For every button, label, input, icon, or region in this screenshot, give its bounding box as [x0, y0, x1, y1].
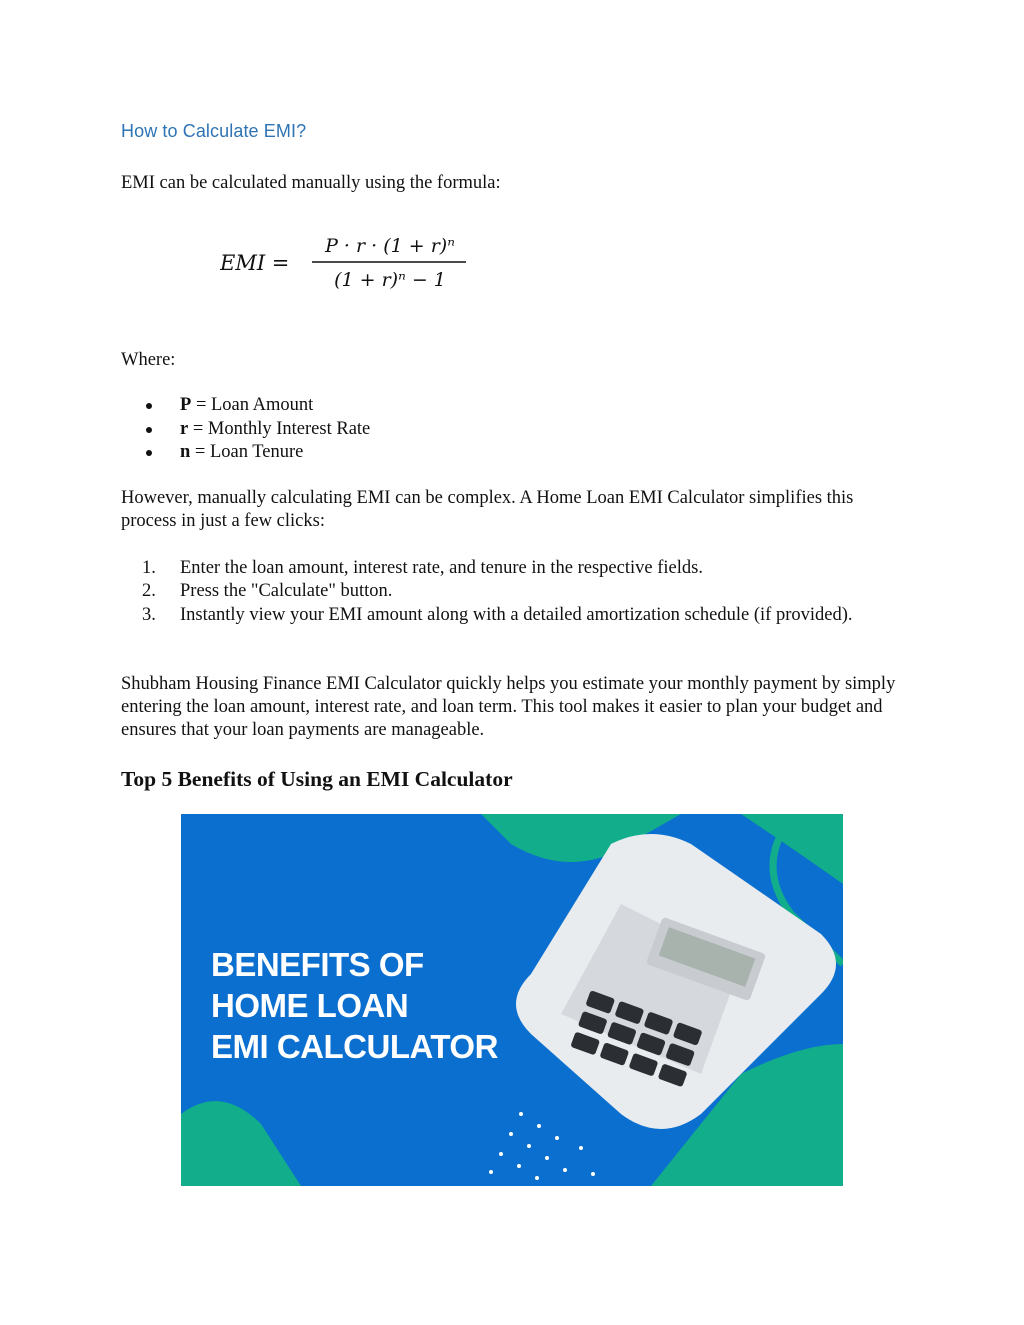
emi-formula: [220, 232, 470, 294]
complexity-paragraph: However, manually calculating EMI can be complex. A Home Loan EMI Calculator simplifies this process in just a few clicks:: [121, 488, 854, 531]
step-number: 1.: [142, 558, 156, 578]
variable-symbol: r: [180, 418, 189, 439]
list-item: [142, 580, 862, 603]
variable-symbol: n: [180, 442, 191, 462]
benefits-title: Top 5 Benefits of Using an EMI Calculator: [121, 767, 513, 791]
section-heading: How to Calculate EMI?: [121, 121, 307, 141]
list-item: [142, 604, 862, 627]
banner-line-3: EMI CALCULATOR: [211, 1028, 498, 1065]
bullet-icon: [146, 427, 152, 433]
variable-desc: = Loan Amount: [191, 395, 314, 415]
formula-numerator: P · r · (1 + r)ⁿ: [325, 235, 455, 257]
step-text: Instantly view your EMI amount along with a detailed amortization schedule (if provided).: [180, 604, 853, 625]
step-number: 2.: [142, 581, 156, 602]
list-item: [142, 418, 370, 442]
list-item: [142, 557, 862, 580]
bullet-icon: [146, 403, 152, 409]
shubham-paragraph: Shubham Housing Finance EMI Calculator quickly helps you estimate your monthly payment by simply entering the loan amount, interest rate, and loan term. This tool makes it easier to plan your budget and ensures that your loan payments are manageable.: [121, 674, 896, 740]
benefits-banner-image: [181, 814, 843, 1186]
list-item: [142, 394, 370, 418]
steps-list: [142, 557, 862, 627]
intro-paragraph: EMI can be calculated manually using the formula:: [121, 173, 501, 193]
variable-desc: = Loan Tenure: [190, 442, 304, 462]
step-text: Press the "Calculate" button.: [180, 581, 393, 602]
banner-title: [211, 944, 498, 1067]
variable-symbol: P: [180, 395, 192, 415]
formula-lhs: EMI =: [220, 251, 290, 275]
bullet-icon: [146, 450, 152, 456]
step-text: Enter the loan amount, interest rate, and tenure in the respective fields.: [180, 558, 703, 578]
step-number: 3.: [142, 604, 156, 625]
variable-desc: = Monthly Interest Rate: [188, 418, 371, 439]
banner-line-1: BENEFITS OF: [211, 946, 424, 983]
list-item: [142, 441, 370, 465]
banner-line-2: HOME LOAN: [211, 987, 409, 1024]
variable-list: [142, 394, 370, 465]
formula-denominator: (1 + r)ⁿ − 1: [334, 269, 446, 291]
where-label: Where:: [121, 350, 176, 370]
